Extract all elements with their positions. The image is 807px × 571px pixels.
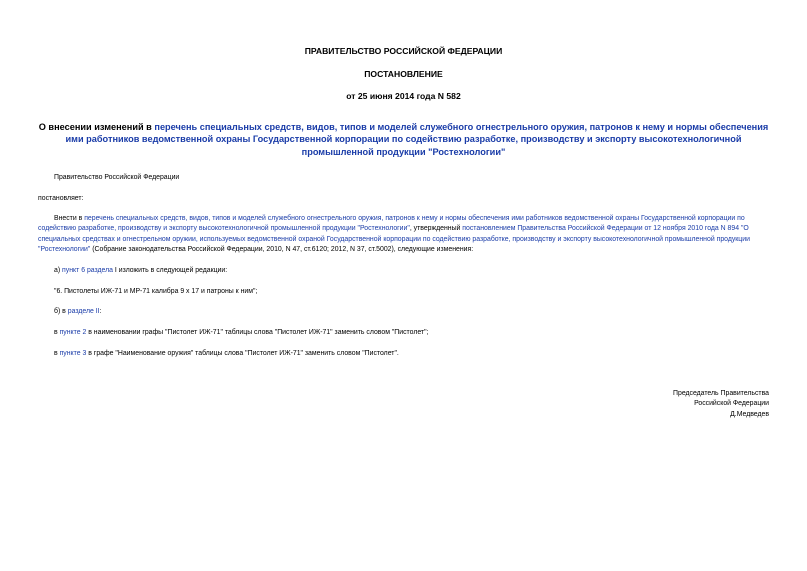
- item-b-paragraph: [54, 307, 769, 317]
- signature-position: Председатель Правительства: [673, 390, 769, 397]
- signature-block: [560, 389, 769, 420]
- document-type-heading: ПОСТАНОВЛЕНИЕ: [364, 69, 443, 79]
- item-b1-prefix: в: [54, 329, 60, 336]
- item-b1-suffix: в наименовании графы "Пистолет ИЖ-71" таблицы слова "Пистолет ИЖ-71" заменить словом "Пистолет";: [86, 329, 429, 336]
- decrees-paragraph: постановляет:: [38, 195, 84, 202]
- main-suffix: (Собрание законодательства Российской Федерации, 2010, N 47, ст.6120; 2012, N 37, ст.5002), следующие изменения:: [90, 246, 474, 254]
- document-date-number: от 25 июня 2014 года N 582: [346, 91, 461, 101]
- signature-name: Д.Медведев: [730, 410, 769, 418]
- section-2-link[interactable]: разделе II: [67, 308, 100, 315]
- item-a-paragraph: [54, 266, 769, 276]
- point-3-link[interactable]: пункте 3: [59, 350, 87, 357]
- main-middle: , утвержденный: [409, 225, 463, 233]
- item-6-section-link[interactable]: пункт 6 раздела: [62, 267, 114, 274]
- item-b2-suffix: в графе "Наименование оружия" таблицы слова "Пистолет ИЖ-71" заменить словом "Пистолет".: [86, 350, 399, 357]
- main-prefix: Внести в: [54, 215, 85, 222]
- point-2-link[interactable]: пункте 2: [59, 329, 87, 336]
- item-b-suffix: :: [99, 308, 102, 315]
- item-b2-paragraph: [54, 349, 769, 359]
- item-b-prefix: б) в: [54, 308, 68, 315]
- subject-list-link[interactable]: перечень специальных средств, видов, типов и моделей служебного огнестрельного оружия, патронов к нему и нормы обеспечения ими работников ведомственной охраны Государственной корпорации по содействию разработке, производству и экспорту высокотехнологичной промышленной продукции "Ростехнологии": [65, 122, 769, 157]
- subject-prefix: О внесении изменений в: [38, 122, 155, 132]
- resolution-894-link[interactable]: постановлением Правительства Российской Федерации от 12 ноября 2010 года N 894 "О специальных средствах и огнестрельном оружии, используемых ведомственной охраной Государственной корпорации по содействию разработке, производству и экспорту высокотехнологичной промышленной продукции "Ростехнологии": [38, 225, 750, 254]
- item-a-suffix: I изложить в следующей редакции:: [113, 267, 228, 274]
- document-subject: [38, 121, 769, 158]
- list-link[interactable]: перечень специальных средств, видов, типов и моделей служебного огнестрельного оружия, патронов к нему и нормы обеспечения ими работников ведомственной охраны Государственной корпорации по содействию разработке, производству и экспорту высокотехнологичной промышленной продукции "Ростехнологии": [38, 215, 745, 233]
- main-paragraph: [38, 214, 769, 256]
- item-b2-prefix: в: [54, 350, 60, 357]
- item-a-prefix: а): [54, 267, 63, 274]
- quote-paragraph: "6. Пистолеты ИЖ-71 и МР-71 калибра 9 x 17 и патроны к ним";: [54, 288, 258, 295]
- item-b1-paragraph: [54, 328, 769, 338]
- intro-paragraph: Правительство Российской Федерации: [54, 174, 180, 181]
- government-heading: ПРАВИТЕЛЬСТВО РОССИЙСКОЙ ФЕДЕРАЦИИ: [304, 46, 503, 56]
- signature-country: Российской Федерации: [694, 400, 769, 408]
